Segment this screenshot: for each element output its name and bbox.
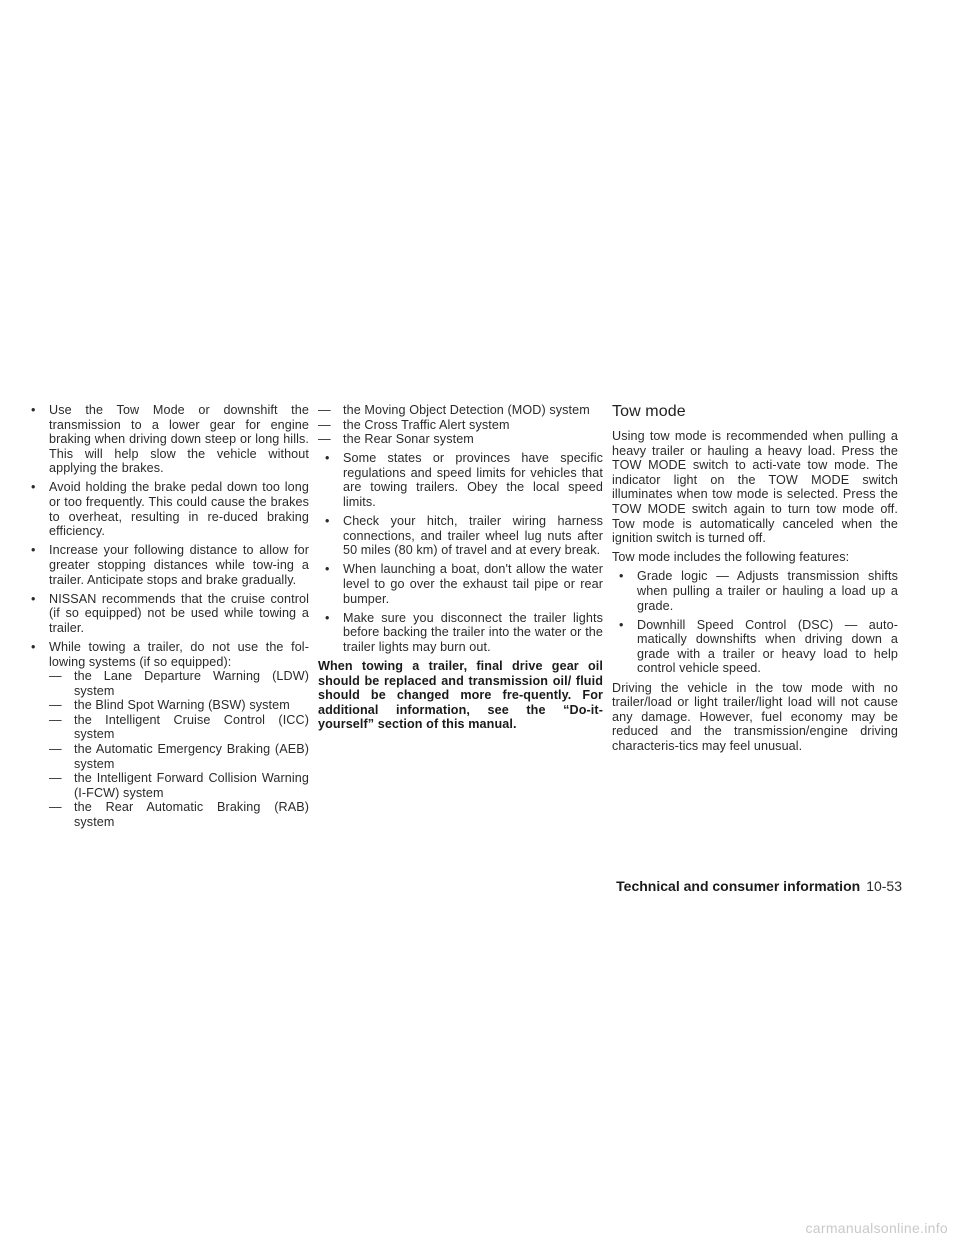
closing-paragraph: Driving the vehicle in the tow mode with no trailer/load or light trailer/light load will not cause any damage. However, fuel economy may be reduced and the transmission/engine driving characteris-tics may feel unusual. — [612, 680, 898, 753]
dash: — — [318, 417, 331, 432]
sublist-item — [49, 713, 309, 742]
sublist-item-text: the Intelligent Cruise Control (ICC) system — [74, 712, 309, 742]
bullet: • — [325, 514, 330, 529]
dash: — — [49, 669, 62, 684]
features-intro: Tow mode includes the following features: — [612, 550, 850, 565]
section-heading: Tow mode — [612, 403, 686, 420]
dash: — — [318, 432, 331, 447]
bullet: • — [619, 617, 624, 632]
list-item-text: NISSAN recommends that the cruise control (if so equipped) not be used while towing a trailer. — [49, 591, 309, 635]
column-1 — [24, 403, 309, 834]
sublist-item-text: the Cross Traffic Alert system — [343, 417, 510, 432]
sublist-item-text: the Rear Automatic Braking (RAB) system — [74, 800, 309, 830]
sublist-item-text: the Intelligent Forward Collision Warning (I-FCW) system — [74, 771, 309, 800]
list-item — [318, 514, 603, 558]
sublist-item — [318, 403, 603, 418]
list-item — [318, 562, 603, 606]
sublist-item-text: the Blind Spot Warning (BSW) system — [74, 698, 290, 713]
list-item — [24, 543, 309, 587]
list-item-text: While towing a trailer, do not use the fol-lowing systems (if so equipped): — [49, 639, 309, 669]
feature-item — [612, 569, 898, 613]
feature-item — [612, 618, 898, 676]
sublist-item — [49, 800, 309, 829]
page-number: 10-53 — [866, 878, 902, 894]
bullet: • — [31, 403, 36, 417]
sublist-item — [49, 742, 309, 771]
list-item-text: Avoid holding the brake pedal down too long or too frequently. This could cause the brakes to overheat, resulting in re-duced braking efficiency. — [49, 480, 309, 539]
sublist-item-text: the Rear Sonar system — [343, 432, 474, 447]
list-item — [318, 611, 603, 655]
sublist-item — [49, 771, 309, 800]
footer-section-title: Technical and consumer information — [616, 878, 861, 894]
list-item — [318, 451, 603, 509]
list-item-text: Increase your following distance to allow for greater stopping distances while tow-ing a trailer. Anticipate stops and brake gradually. — [49, 543, 309, 587]
sublist-item — [318, 418, 603, 433]
sublist-item-text: the Automatic Emergency Braking (AEB) system — [74, 742, 309, 771]
dash: — — [49, 771, 62, 786]
feature-item-text: Downhill Speed Control (DSC) — auto-matically downshifts when driving down a grade with a trailer or heavy load to help control vehicle speed. — [637, 617, 898, 676]
list-item — [24, 480, 309, 538]
dash: — — [49, 742, 62, 757]
page-footer — [552, 877, 902, 895]
bullet: • — [325, 562, 330, 577]
watermark: carmanualsonline.info — [805, 1220, 948, 1236]
list-item-text: When launching a boat, don't allow the water level to go over the exhaust tail pipe or rear bumper. — [343, 562, 603, 606]
bullet: • — [325, 610, 330, 625]
column-2 — [318, 403, 603, 732]
dash: — — [318, 403, 331, 417]
sublist-item — [49, 669, 309, 698]
bullet: • — [31, 543, 36, 558]
warning-note: When towing a trailer, final drive gear oil should be replaced and transmission oil/ fluid should be changed more fre-quently. For additional information, see the “Do-it-yourself” section of this manual. — [318, 659, 603, 732]
bullet: • — [325, 451, 330, 466]
list-item-text: Make sure you disconnect the trailer lights before backing the trailer into the water or the trailer lights may burn out. — [343, 610, 603, 654]
sublist-item-text: the Moving Object Detection (MOD) system — [343, 403, 590, 417]
dash: — — [49, 800, 62, 815]
bullet: • — [31, 591, 36, 606]
sublist-item-text: the Lane Departure Warning (LDW) system — [74, 669, 309, 698]
list-item-text: Some states or provinces have specific regulations and speed limits for vehicles that are towing trailers. Obey the local speed limits. — [343, 451, 603, 510]
list-item — [24, 640, 309, 830]
system-sublist-continued — [318, 403, 603, 447]
sublist-item — [49, 698, 309, 713]
sublist-item — [318, 432, 603, 447]
list-item-text: Use the Tow Mode or downshift the transmission to a lower gear for engine braking when driving down steep or long hills. This will help slow the vehicle without applying the brakes. — [49, 403, 309, 476]
system-sublist — [49, 669, 309, 830]
bullet: • — [31, 480, 36, 495]
list-item — [24, 592, 309, 636]
dash: — — [49, 698, 62, 713]
list-item — [24, 403, 309, 476]
dash: — — [49, 712, 62, 727]
bullet: • — [31, 639, 36, 654]
list-item-text: Check your hitch, trailer wiring harness connections, and trailer wheel lug nuts after 50 miles (80 km) of travel and at every break. — [343, 514, 603, 558]
bullet: • — [619, 569, 624, 584]
feature-item-text: Grade logic — Adjusts transmission shifts when pulling a trailer or hauling a load up a grade. — [637, 569, 898, 613]
column-3 — [612, 403, 898, 758]
intro-paragraph: Using tow mode is recommended when pulling a heavy trailer or hauling a heavy load. Press the TOW MODE switch to acti-vate tow mode. The indicator light on the TOW MODE switch illuminates when tow mode is selected. Press the TOW MODE switch again to turn tow mode off. Tow mode is automatically canceled when the ignition switch is turned off. — [612, 429, 898, 546]
